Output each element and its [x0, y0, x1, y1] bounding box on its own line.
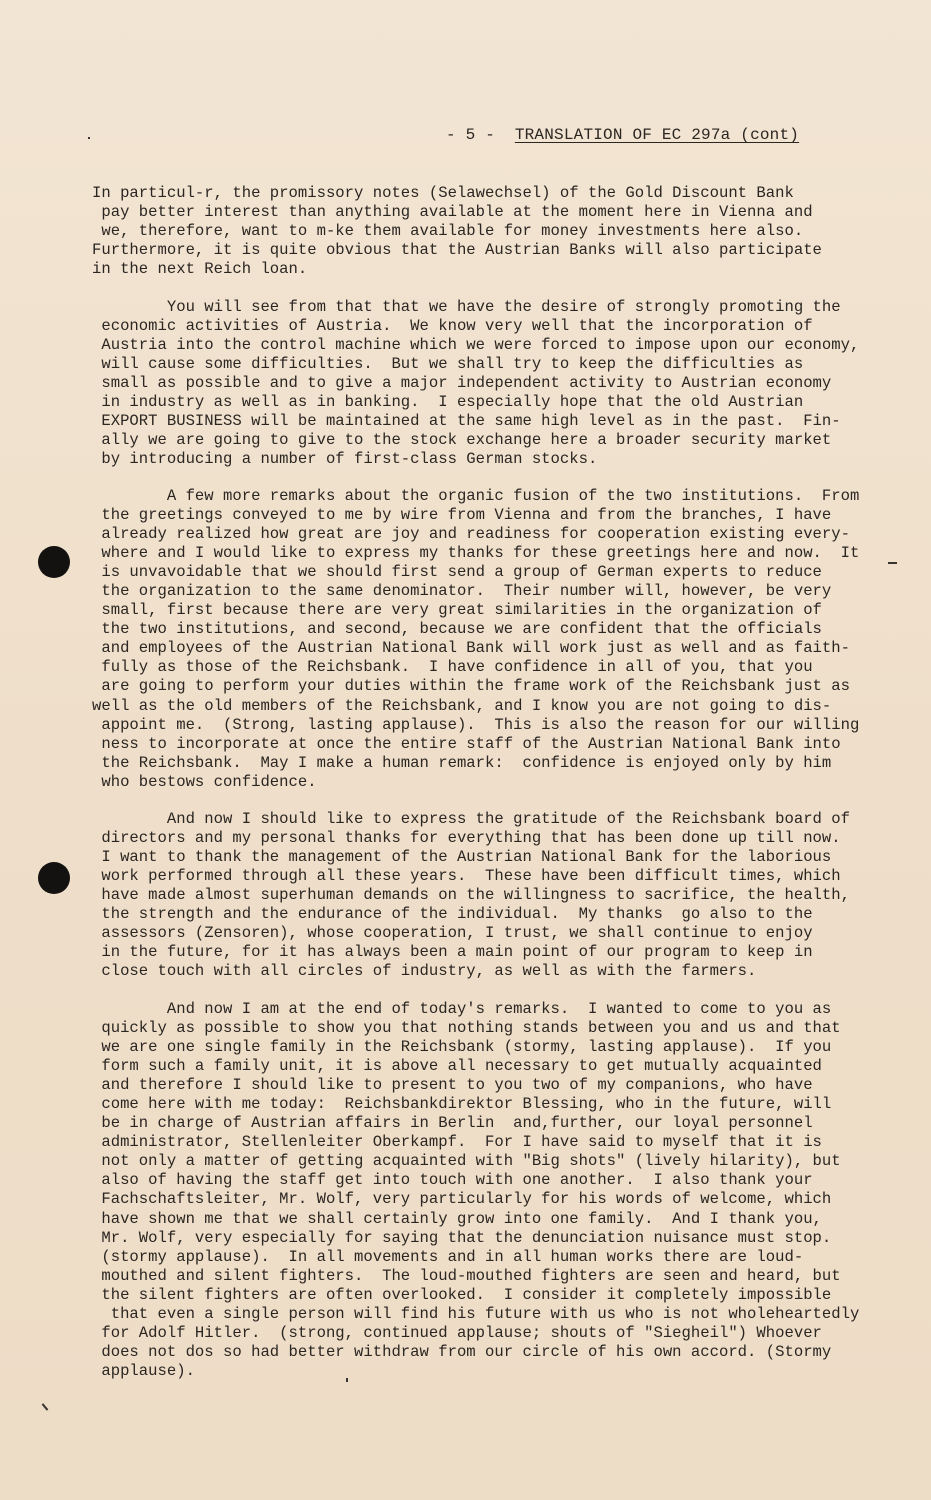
document-title: TRANSLATION OF EC 297a (cont) — [514, 126, 800, 144]
paper-speck — [888, 562, 897, 564]
paragraph-1: In particul-r, the promissory notes (Selawechsel) of the Gold Discount Bank pay better interest than anything available at the moment here in Vienna and we, therefore, want to m-ke them available for money investments here also. Furthermore, it is quite obvious that the Austrian Banks will also participate in the next Reich loan. — [92, 184, 822, 279]
paper-speck — [346, 1378, 348, 1382]
page-number: - 5 - — [446, 126, 496, 144]
paragraph-4: And now I should like to express the gratitude of the Reichsbank board of directors and my personal thanks for everything that has been done up till now. I want to thank the management of the Austrian National Bank for the laborious work performed through all these years. These have been difficult times, which have made almost superhuman demands on the willingness to sacrifice, the health, the strength and the endurance of the individual. My thanks go also to the assessors (Zensoren), whose cooperation, I trust, we shall continue to enjoy in the future, for it has always been a main point of our program to keep in close touch with all circles of industry, as well as with the farmers. — [101, 810, 850, 981]
paper-speck — [88, 137, 90, 139]
paper-speck — [42, 1403, 49, 1410]
paragraph-3: A few more remarks about the organic fusion of the two institutions. From the greetings conveyed to me by wire from Vienna and from the branches, I have already realized how great are joy and readiness for cooperation existing every- where and I would like to express my thanks for these greetings here and now. It is unvavoidable that we should first send a group of German experts to reduce the organization to the same denominator. Their number will, however, be very small, first because there are very great similarities in the organization of the two institutions, and second, because we are confident that the officials and employees of the Austrian National Bank will work just as well and as faith- fully as those of the Reichsbank. I have confidence in all of you, that you are going to perform your duties within the frame work of the Reichsbank just as well as the old members of the Reichsbank, and I know you are not going to dis- appoint me. (Strong, lasting applause). This is also the reason for our willing ness to incorporate at once the entire staff of the Austrian National Bank into the Reichsbank. May I make a human remark: confidence is enjoyed only by him who bestows confidence. — [92, 487, 860, 791]
paragraph-5: And now I am at the end of today's remarks. I wanted to come to you as quickly as possible to show you that nothing stands between you and us and that we are one single family in the Reichsbank (stormy, lasting applause). If you form such a family unit, it is above all necessary to get mutually acquainted and therefore I should like to present to you two of my companions, who have come here with me today: Reichsbankdirektor Blessing, who in the future, will be in charge of Austrian affairs in Berlin and,further, our loyal personnel administrator, Stellenleiter Oberkampf. For I have said to myself that it is not only a matter of getting acquainted with "Big shots" (lively hilarity), but also of having the staff get into touch with one another. I also thank your Fachschaftsleiter, Mr. Wolf, very particularly for his words of welcome, which have shown me that we shall certainly grow into one family. And I thank you, Mr. Wolf, very especially for saying that the denunciation nuisance must stop. (stormy applause). In all movements and in all human works there are loud- mouthed and silent fighters. The loud-mouthed fighters are seen and heard, but the silent fighters are often overlooked. I consider it completely impossible that even a single person will find his future with us who is not wholeheartedly for Adolf Hitler. (strong, continued applause; shouts of "Siegheil") Whoever does not dos so had better withdraw from our circle of his own accord. (Stormy applause). — [101, 1000, 860, 1380]
punch-hole-bottom — [38, 862, 70, 894]
page-header — [446, 126, 799, 144]
punch-hole-top — [38, 546, 70, 578]
paragraph-2: You will see from that that we have the desire of strongly promoting the economic activities of Austria. We know very well that the incorporation of Austria into the control machine which we were forced to impose upon our economy, will cause some difficulties. But we shall try to keep the difficulties as small as possible and to give a major independent activity to Austrian economy in industry as well as in banking. I especially hope that the old Austrian EXPORT BUSINESS will be maintained at the same high level as in the past. Fin- ally we are going to give to the stock exchange here a broader security market by introducing a number of first-class German stocks. — [101, 298, 860, 469]
